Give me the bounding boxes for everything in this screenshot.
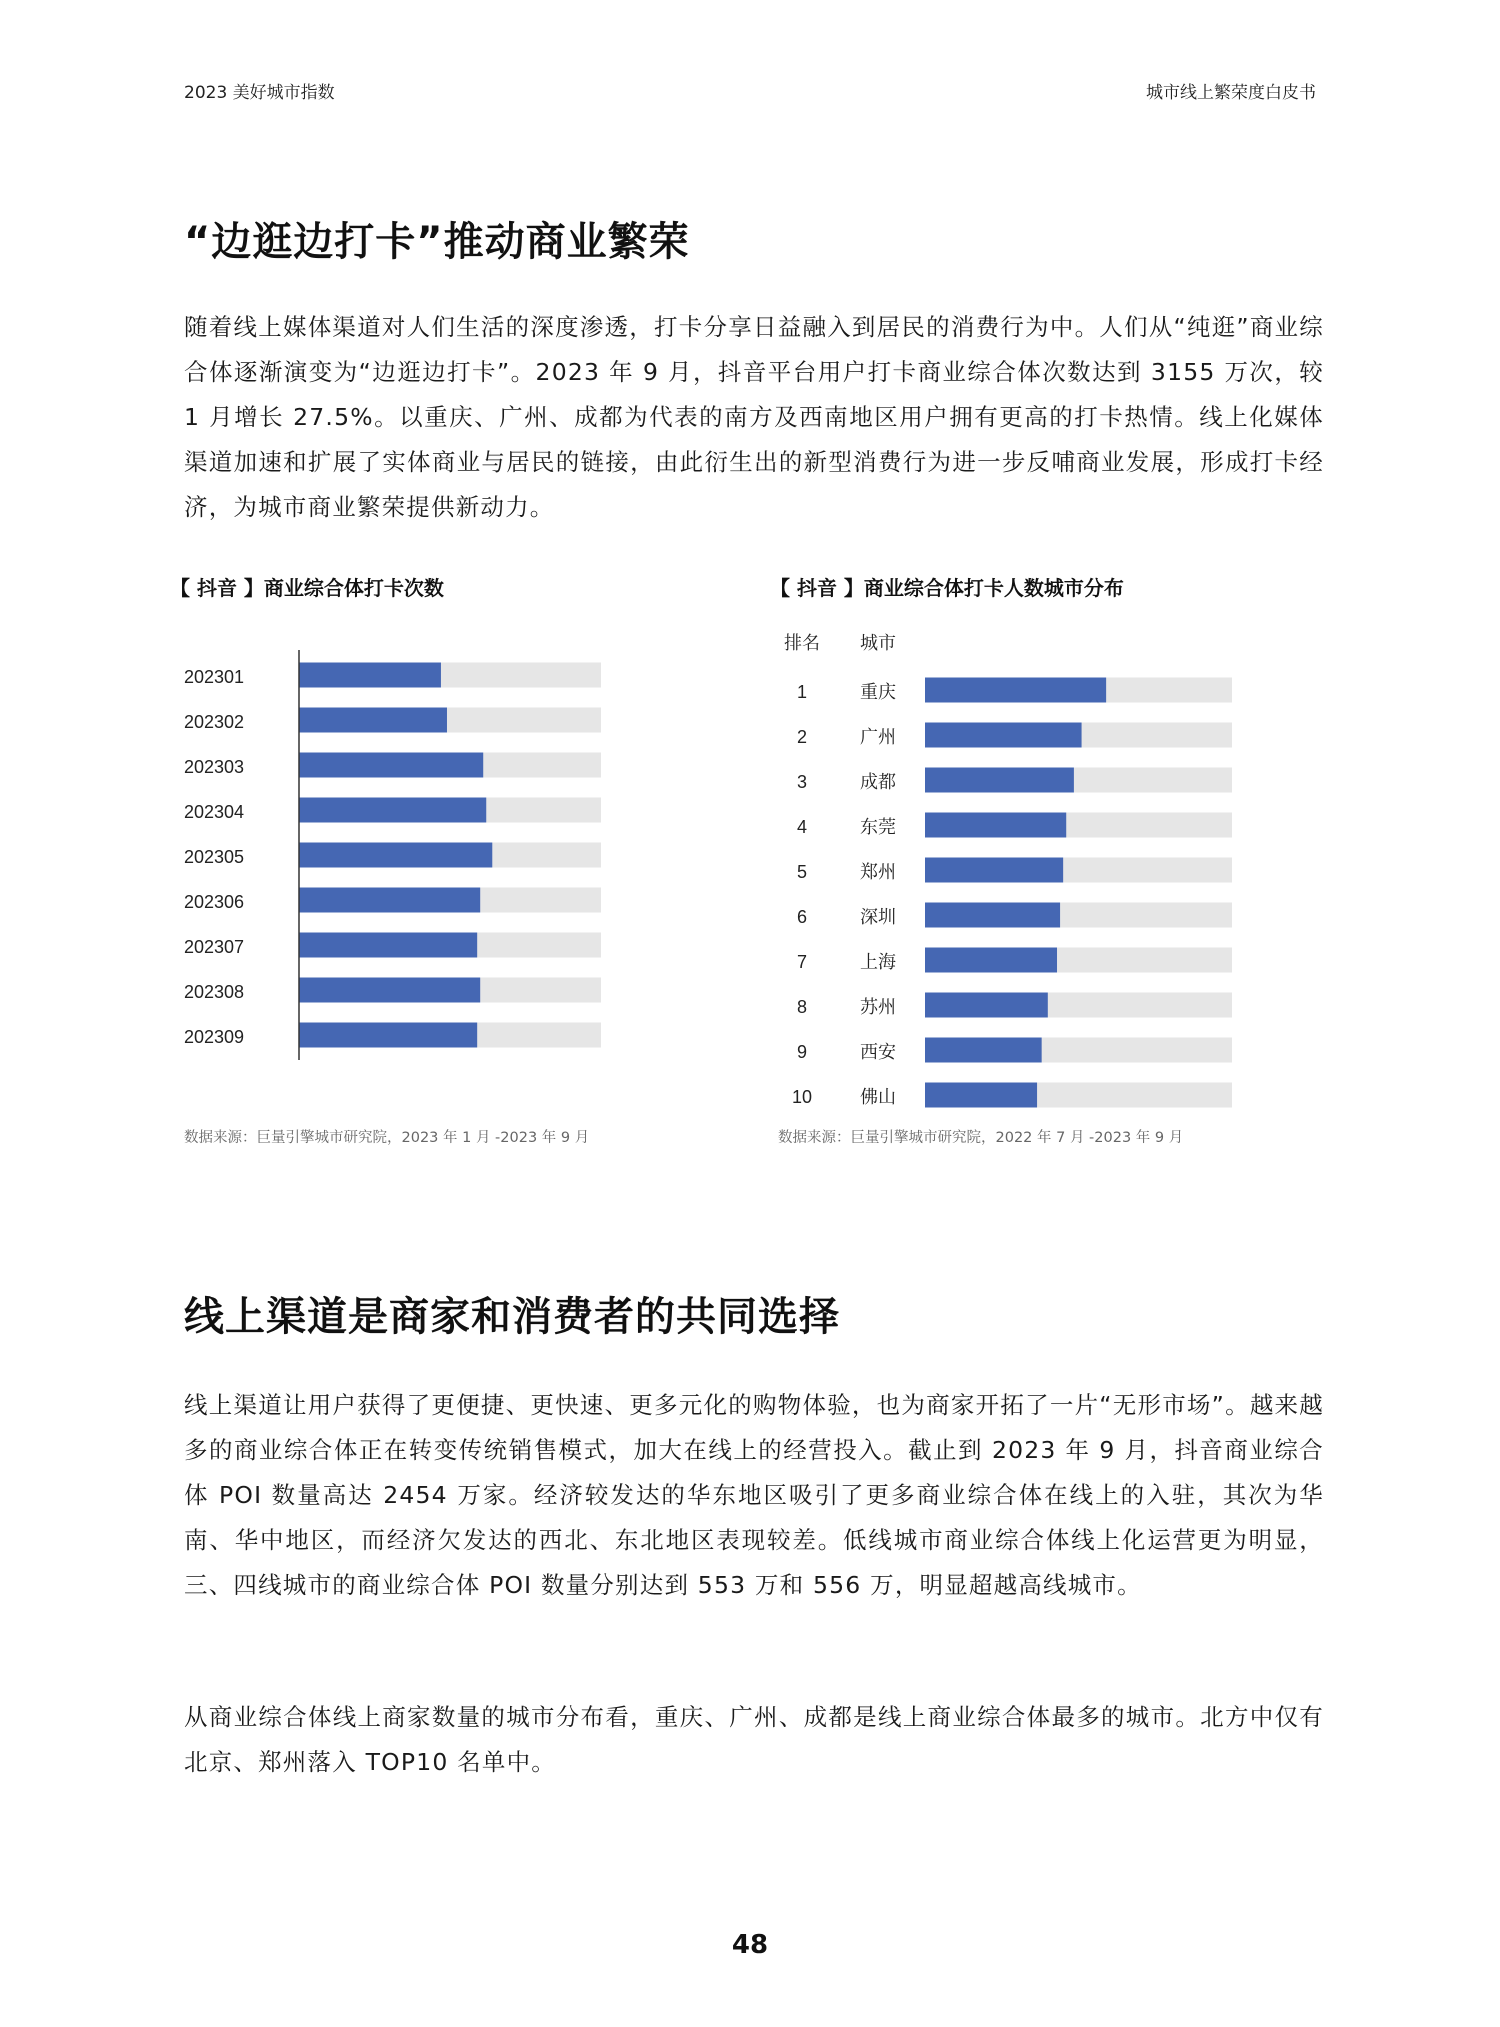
chart2-city-distribution bbox=[770, 620, 1330, 1110]
chart2-title: 【 抖音 】商业综合体打卡人数城市分布 bbox=[770, 576, 1124, 600]
city-label: 东莞 bbox=[860, 817, 896, 837]
section1-paragraph: 随着线上媒体渠道对人们生活的深度渗透，打卡分享日益融入到居民的消费行为中。人们从“纯逛”商业综合体逐渐演变为“边逛边打卡”。2023 年 9 月，抖音平台用户打卡商业综合体次数达到 3155 万次，较 1 月增长 27.5%。以重庆、广州、成都为代表的南方及西南地区用户拥有更高的打卡热情。线上化媒体渠道加速和扩展了实体商业与居民的链接，由此衍生出的新型消费行为进一步反哺商业发展，形成打卡经济，为城市商业繁荣提供新动力。 bbox=[184, 313, 1324, 521]
rank-label: 1 bbox=[796, 682, 808, 702]
bar bbox=[925, 903, 1060, 928]
page-number: 48 bbox=[731, 1930, 769, 1960]
section2-paragraph-2: 从商业综合体线上商家数量的城市分布看，重庆、广州、成都是线上商业综合体最多的城市。北方中仅有北京、郑州落入 TOP10 名单中。 bbox=[184, 1703, 1324, 1776]
rank-label: 6 bbox=[796, 907, 808, 927]
header-document-title: 2023 美好城市指数 bbox=[184, 83, 335, 103]
city-label: 苏州 bbox=[860, 997, 896, 1017]
rank-label: 3 bbox=[796, 772, 808, 792]
rank-label: 2 bbox=[796, 727, 808, 747]
category-label: 202301 bbox=[184, 667, 245, 687]
bar bbox=[299, 933, 477, 958]
bar bbox=[925, 993, 1048, 1018]
section1-title: “边逛边打卡”推动商业繁荣 bbox=[184, 219, 690, 265]
bar bbox=[925, 768, 1074, 793]
rank-header: 排名 bbox=[784, 633, 820, 653]
city-label: 重庆 bbox=[860, 682, 896, 702]
city-header: 城市 bbox=[860, 633, 896, 653]
rank-label: 7 bbox=[796, 952, 808, 972]
city-label: 佛山 bbox=[860, 1087, 896, 1107]
city-label: 郑州 bbox=[860, 862, 896, 882]
bar bbox=[299, 978, 480, 1003]
bar bbox=[299, 1023, 477, 1048]
city-label: 上海 bbox=[860, 952, 896, 972]
bar bbox=[925, 1038, 1042, 1063]
bar bbox=[299, 888, 480, 913]
category-label: 202305 bbox=[184, 847, 245, 867]
rank-label: 8 bbox=[796, 997, 808, 1017]
city-label: 西安 bbox=[860, 1042, 896, 1062]
category-label: 202304 bbox=[184, 802, 245, 822]
bar bbox=[925, 723, 1082, 748]
bar bbox=[925, 678, 1106, 703]
city-label: 广州 bbox=[860, 727, 896, 747]
chart1-source: 数据来源：巨量引擎城市研究院，2023 年 1 月 -2023 年 9 月 bbox=[184, 1130, 590, 1146]
bar bbox=[925, 813, 1066, 838]
category-label: 202303 bbox=[184, 757, 245, 777]
city-label: 成都 bbox=[860, 772, 896, 792]
chart2-source: 数据来源：巨量引擎城市研究院，2022 年 7 月 -2023 年 9 月 bbox=[778, 1130, 1184, 1146]
section2-paragraph-1: 线上渠道让用户获得了更便捷、更快速、更多元化的购物体验，也为商家开拓了一片“无形市场”。越来越多的商业综合体正在转变传统销售模式，加大在线上的经营投入。截止到 2023 年 9 月，抖音商业综合体 POI 数量高达 2454 万家。经济较发达的华东地区吸引了更多商业综合体在线上的入驻，其次为华南、华中地区，而经济欠发达的西北、东北地区表现较差。低线城市商业综合体线上化运营更为明显，三、四线城市的商业综合体 POI 数量分别达到 553 万和 556 万，明显超越高线城市。 bbox=[184, 1391, 1324, 1599]
bar bbox=[299, 843, 492, 868]
header-whitepaper-title: 城市线上繁荣度白皮书 bbox=[1146, 83, 1316, 103]
category-label: 202309 bbox=[184, 1027, 245, 1047]
category-label: 202307 bbox=[184, 937, 245, 957]
rank-label: 4 bbox=[796, 817, 808, 837]
chart1-checkin-count bbox=[170, 650, 740, 1070]
category-label: 202308 bbox=[184, 982, 245, 1002]
bar bbox=[299, 798, 486, 823]
bar bbox=[299, 708, 447, 733]
rank-label: 10 bbox=[791, 1087, 813, 1107]
chart1-title: 【 抖音 】商业综合体打卡次数 bbox=[170, 576, 444, 600]
category-label: 202302 bbox=[184, 712, 245, 732]
rank-label: 9 bbox=[796, 1042, 808, 1062]
bar bbox=[299, 663, 441, 688]
bar bbox=[299, 753, 483, 778]
category-label: 202306 bbox=[184, 892, 245, 912]
bar bbox=[925, 948, 1057, 973]
bar bbox=[925, 1083, 1037, 1108]
section2-title: 线上渠道是商家和消费者的共同选择 bbox=[184, 1294, 840, 1340]
city-label: 深圳 bbox=[860, 907, 896, 927]
rank-label: 5 bbox=[796, 862, 808, 882]
bar bbox=[925, 858, 1063, 883]
